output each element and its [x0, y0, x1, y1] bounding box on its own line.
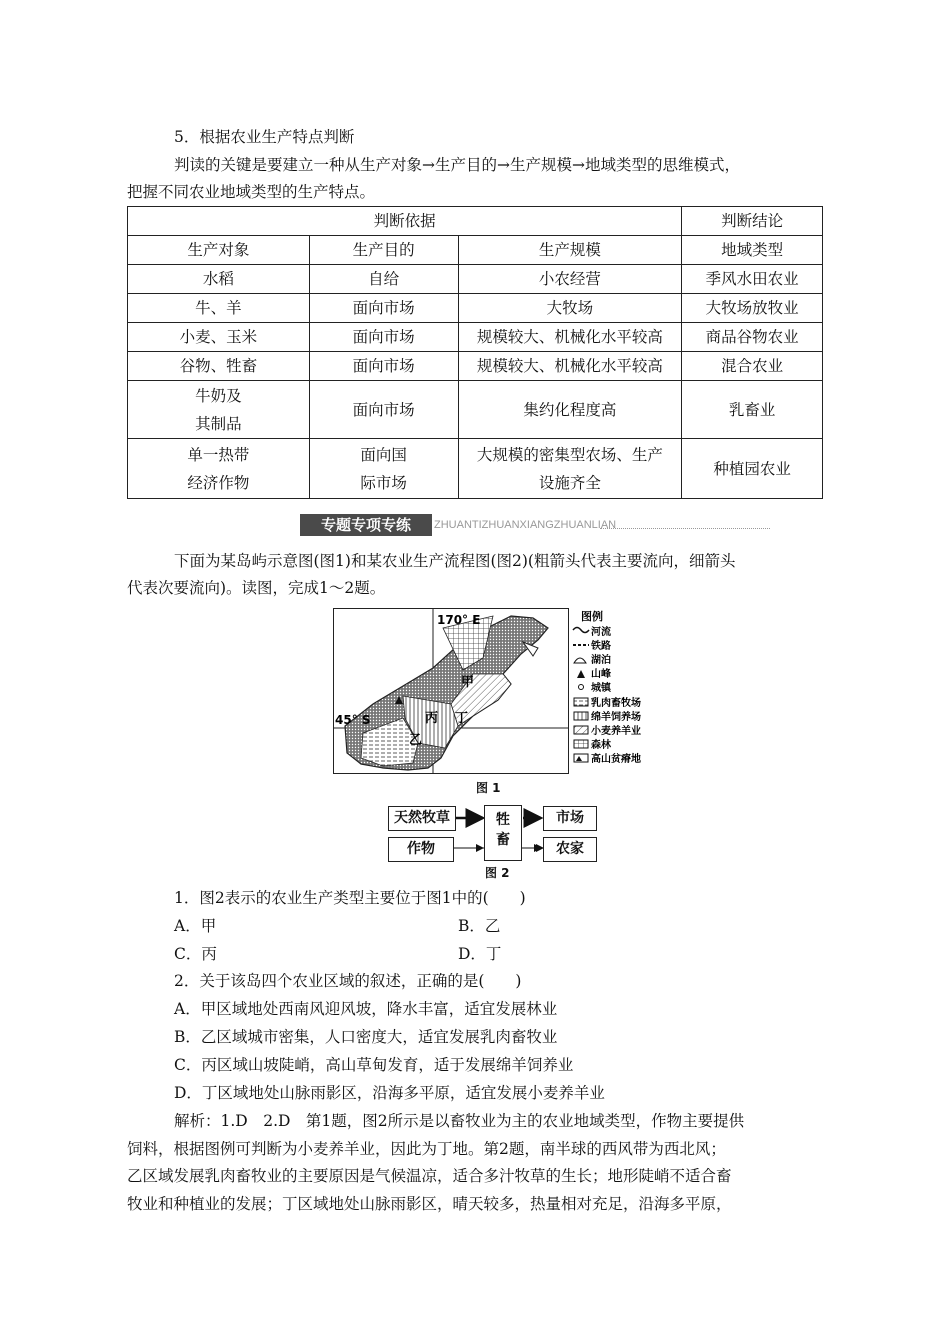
pasture-box: 天然牧草	[388, 806, 456, 831]
wheat-legend-icon	[574, 726, 588, 734]
legend-title: 图例	[581, 610, 603, 623]
table-cell: 混合农业	[682, 352, 823, 381]
latitude-label: 45° S	[335, 713, 371, 727]
cell-line: 经济作物	[187, 473, 250, 492]
cell-line: 际市场	[360, 473, 407, 492]
legend-item: 铁路	[591, 641, 611, 652]
table-cell: 种植园农业	[682, 439, 823, 499]
analysis-line2: 饲料，根据图例可判断为小麦养羊业，因此为丁地。第2题，南半球的西风带为西北风；	[127, 1140, 726, 1158]
table-cell: 自给	[309, 265, 458, 294]
region-label-yi: 乙	[409, 733, 423, 748]
table-cell: 小农经营	[458, 265, 682, 294]
banner-subtitle: ZHUANTIZHUANXIANGZHUANLIAN	[434, 519, 617, 531]
legend-item: 山峰	[591, 669, 611, 680]
table-cell: 水稻	[128, 265, 310, 294]
question-1: 1．图2表示的农业生产类型主要位于图1中的( )	[174, 889, 526, 907]
analysis-line3: 乙区域发展乳肉畜牧业的主要原因是气候温凉，适合多汁牧草的生长；地形陡峭不适合畜	[127, 1167, 732, 1185]
q1-option-d: D．丁	[458, 945, 502, 963]
column-header: 地域类型	[682, 236, 823, 265]
legend-item: 湖泊	[591, 655, 611, 666]
column-header: 生产目的	[309, 236, 458, 265]
table-cell: 大牧场放牧业	[682, 294, 823, 323]
table-row	[128, 265, 823, 294]
legend-item: 小麦养羊业	[591, 726, 641, 737]
region-label-jia: 甲	[461, 675, 475, 690]
island-map-figure	[333, 608, 653, 778]
figure1-caption: 图 1	[476, 781, 501, 795]
crop-box: 作物	[388, 837, 454, 862]
table-row	[128, 352, 823, 381]
q2-option-d: D．丁区域地处山脉雨影区，沿海多平原，适宜发展小麦养羊业	[174, 1084, 605, 1102]
table-cell: 小麦、玉米	[128, 323, 310, 352]
column-header: 生产对象	[128, 236, 310, 265]
forest-legend-icon	[574, 740, 588, 748]
banner-divider	[600, 528, 770, 529]
question-2: 2．关于该岛四个农业区域的叙述，正确的是( )	[174, 972, 522, 990]
section-paragraph-line1: 判读的关键是要建立一种从生产对象→生产目的→生产规模→地域类型的思维模式，	[174, 156, 740, 174]
longitude-label: 170° E	[437, 613, 481, 627]
cell-line: 面向国	[360, 445, 407, 464]
table-cell: 面向市场	[309, 294, 458, 323]
cell-line: 单一热带	[187, 445, 250, 464]
section-heading: 5．根据农业生产特点判断	[174, 128, 355, 146]
table-cell: 面向市场	[309, 323, 458, 352]
analysis-line4: 牧业和种植业的发展；丁区域地处山脉雨影区，晴天较多，热量相对充足，沿海多平原，	[127, 1195, 732, 1213]
region-label-bing: 丙	[425, 711, 439, 726]
farmer-box: 农家	[543, 837, 597, 862]
table-cell	[309, 439, 458, 499]
region-label-ding: 丁	[455, 711, 469, 726]
intro-line2: 代表次要流向)。读图，完成1～2题。	[127, 579, 386, 597]
table-cell	[458, 439, 682, 499]
table-cell: 季风水田农业	[682, 265, 823, 294]
table-row	[128, 294, 823, 323]
river-legend-icon	[573, 628, 589, 633]
conclusion-header: 判断结论	[682, 207, 823, 236]
table-row	[128, 323, 823, 352]
table-cell	[128, 439, 310, 499]
lake-legend-icon	[574, 658, 586, 663]
q2-option-c: C．丙区域山坡陡峭，高山草甸发育，适于发展绵羊饲养业	[174, 1056, 574, 1074]
basis-header: 判断依据	[128, 207, 682, 236]
table-cell: 面向市场	[309, 352, 458, 381]
q2-option-a: A．甲区域地处西南风迎风坡，降水丰富，适宜发展林业	[174, 1000, 558, 1018]
table-cell: 面向市场	[309, 381, 458, 439]
legend-item: 城镇	[591, 683, 611, 694]
dairy-legend-icon	[574, 698, 588, 706]
banner-title: 专题专项专练	[300, 514, 432, 536]
peak-legend-icon	[577, 670, 585, 678]
table-cell: 规模较大、机械化水平较高	[458, 323, 682, 352]
legend-item: 森林	[591, 740, 611, 751]
column-header: 生产规模	[458, 236, 682, 265]
legend-item: 河流	[591, 627, 611, 638]
agriculture-judgment-table	[127, 206, 823, 499]
table-row	[128, 381, 823, 439]
livestock-label-top: 牲	[496, 812, 510, 828]
section-paragraph-line2: 把握不同农业地域类型的生产特点。	[127, 183, 376, 201]
table-row	[128, 439, 823, 499]
cell-line: 设施齐全	[538, 473, 601, 492]
legend-item: 乳肉畜牧场	[591, 698, 641, 709]
figure2-caption: 图 2	[485, 866, 510, 880]
table-cell	[128, 381, 310, 439]
cell-line: 大规模的密集型农场、生产	[476, 445, 663, 464]
q1-option-a: A．甲	[174, 917, 217, 935]
table-cell: 谷物、牲畜	[128, 352, 310, 381]
q2-option-b: B．乙区域城市密集，人口密度大，适宜发展乳肉畜牧业	[174, 1028, 558, 1046]
town-legend-icon	[579, 685, 584, 690]
table-cell: 乳畜业	[682, 381, 823, 439]
market-box: 市场	[543, 806, 597, 831]
table-header-row	[128, 207, 823, 236]
intro-line1: 下面为某岛屿示意图(图1)和某农业生产流程图(图2)(粗箭头代表主要流向，细箭头	[174, 552, 736, 570]
table-column-row	[128, 236, 823, 265]
q1-option-b: B．乙	[458, 917, 501, 935]
table-cell: 牛、羊	[128, 294, 310, 323]
q1-option-c: C．丙	[174, 945, 217, 963]
table-cell: 商品谷物农业	[682, 323, 823, 352]
table-cell: 规模较大、机械化水平较高	[458, 352, 682, 381]
table-cell: 大牧场	[458, 294, 682, 323]
legend-item: 绵羊饲养场	[591, 712, 641, 723]
cell-line: 其制品	[195, 414, 242, 433]
livestock-box	[484, 805, 522, 861]
analysis-line1: 解析：1.D 2.D 第1题，图2所示是以畜牧业为主的农业地域类型，作物主要提供	[174, 1112, 745, 1130]
legend-item: 高山贫瘠地	[591, 754, 641, 765]
table-cell: 集约化程度高	[458, 381, 682, 439]
sheep-legend-icon	[574, 712, 588, 720]
livestock-label-bottom: 畜	[496, 832, 510, 848]
cell-line: 牛奶及	[195, 386, 242, 405]
